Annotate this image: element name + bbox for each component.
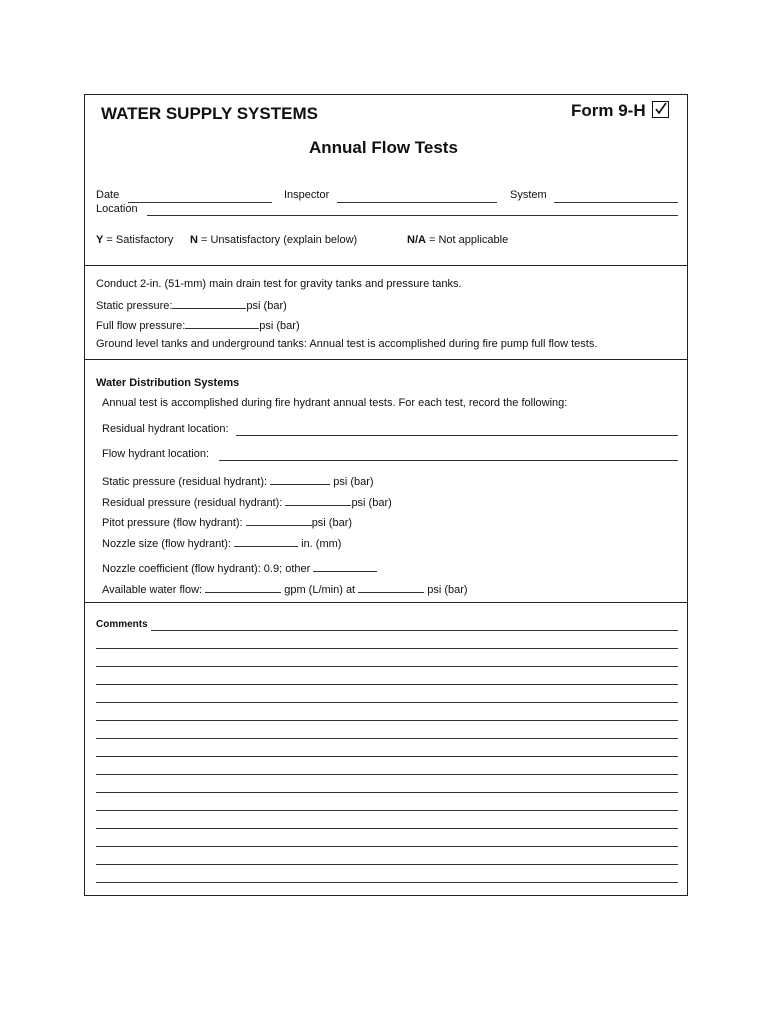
static-pressure-field[interactable] <box>270 474 330 485</box>
nozzle-coefficient-label: Nozzle coefficient (flow hydrant): 0.9; other <box>102 563 311 575</box>
comments-label: Comments <box>96 619 148 630</box>
comments-line[interactable] <box>96 882 678 883</box>
tank-static-pressure-field[interactable] <box>172 298 246 309</box>
comments-line[interactable] <box>96 756 678 757</box>
legend-n-text: = Unsatisfactory (explain below) <box>197 234 358 246</box>
ground-tank-note: Ground level tanks and underground tanks: Annual test is accomplished during fire pump full flow tests. <box>96 338 598 350</box>
form-number <box>571 101 669 121</box>
section-divider <box>85 602 687 603</box>
comments-line[interactable] <box>96 648 678 649</box>
static-pressure-row <box>102 474 374 488</box>
nozzle-coefficient-row <box>102 561 377 575</box>
residual-pressure-label: Residual pressure (residual hydrant): <box>102 497 283 509</box>
pitot-pressure-label: Pitot pressure (flow hydrant): <box>102 517 243 529</box>
available-flow-field[interactable] <box>205 582 281 593</box>
comments-line[interactable] <box>96 846 678 847</box>
nozzle-size-row <box>102 536 341 550</box>
section-divider <box>85 359 687 360</box>
legend-satisfactory <box>96 234 173 246</box>
tank-static-pressure-label: Static pressure: <box>96 300 173 312</box>
nozzle-coefficient-field[interactable] <box>313 561 377 572</box>
legend-y-key: Y <box>96 234 104 246</box>
location-label: Location <box>96 203 138 215</box>
residual-pressure-unit: psi (bar) <box>351 497 392 509</box>
comments-line[interactable] <box>96 666 678 667</box>
available-flow-label: Available water flow: <box>102 584 203 596</box>
section-divider <box>85 265 687 266</box>
nozzle-size-unit: in. (mm) <box>301 538 342 550</box>
pitot-pressure-row <box>102 515 352 529</box>
residual-hydrant-location-label: Residual hydrant location: <box>102 423 229 435</box>
distribution-intro: Annual test is accomplished during fire hydrant annual tests. For each test, record the following: <box>102 397 568 409</box>
date-field[interactable] <box>128 202 272 203</box>
comments-line[interactable] <box>96 792 678 793</box>
static-pressure-unit: psi (bar) <box>333 476 374 488</box>
comments-line[interactable] <box>96 702 678 703</box>
legend-not-applicable <box>407 234 508 246</box>
section-title: WATER SUPPLY SYSTEMS <box>101 104 318 123</box>
tank-static-pressure-unit: psi (bar) <box>246 300 287 312</box>
tank-static-pressure-row <box>96 298 287 312</box>
comments-line[interactable] <box>96 720 678 721</box>
legend-na-text: = Not applicable <box>425 234 509 246</box>
flow-hydrant-location-label: Flow hydrant location: <box>102 448 209 460</box>
available-flow-row <box>102 582 468 596</box>
available-flow-pressure-unit: psi (bar) <box>427 584 468 596</box>
pitot-pressure-field[interactable] <box>246 515 312 526</box>
comments-line[interactable] <box>96 684 678 685</box>
tank-fullflow-pressure-row <box>96 318 300 332</box>
location-field[interactable] <box>147 215 678 216</box>
available-flow-pressure-field[interactable] <box>358 582 424 593</box>
comments-line[interactable] <box>96 810 678 811</box>
legend-unsatisfactory <box>190 234 357 246</box>
legend-y-text: = Satisfactory <box>103 234 174 246</box>
inspector-label: Inspector <box>284 189 330 201</box>
form-title: Annual Flow Tests <box>309 138 458 157</box>
residual-hydrant-location-field[interactable] <box>236 435 678 436</box>
flow-hydrant-location-field[interactable] <box>219 460 678 461</box>
legend-na-key: N/A <box>407 234 426 246</box>
comments-line[interactable] <box>96 864 678 865</box>
system-label: System <box>510 189 547 201</box>
system-field[interactable] <box>554 202 678 203</box>
residual-pressure-field[interactable] <box>285 495 351 506</box>
static-pressure-label: Static pressure (residual hydrant): <box>102 476 268 488</box>
tank-fullflow-pressure-field[interactable] <box>185 318 259 329</box>
comments-line[interactable] <box>96 738 678 739</box>
inspection-form <box>84 94 688 896</box>
comments-line[interactable] <box>96 774 678 775</box>
tank-fullflow-pressure-label: Full flow pressure: <box>96 320 186 332</box>
nozzle-size-label: Nozzle size (flow hydrant): <box>102 538 231 550</box>
nozzle-size-field[interactable] <box>234 536 298 547</box>
tank-fullflow-pressure-unit: psi (bar) <box>259 320 300 332</box>
legend-n-key: N <box>190 234 198 246</box>
form-number-text: Form 9-H <box>571 101 646 120</box>
tank-test-intro: Conduct 2-in. (51-mm) main drain test for gravity tanks and pressure tanks. <box>96 278 462 290</box>
distribution-heading: Water Distribution Systems <box>96 377 240 389</box>
date-label: Date <box>96 189 120 201</box>
checkmark-box-icon <box>652 101 669 118</box>
comments-line[interactable] <box>151 630 678 631</box>
inspector-field[interactable] <box>337 202 497 203</box>
comments-line[interactable] <box>96 828 678 829</box>
available-flow-unit: gpm (L/min) at <box>284 584 356 596</box>
residual-pressure-row <box>102 495 392 509</box>
pitot-pressure-unit: psi (bar) <box>311 517 353 529</box>
